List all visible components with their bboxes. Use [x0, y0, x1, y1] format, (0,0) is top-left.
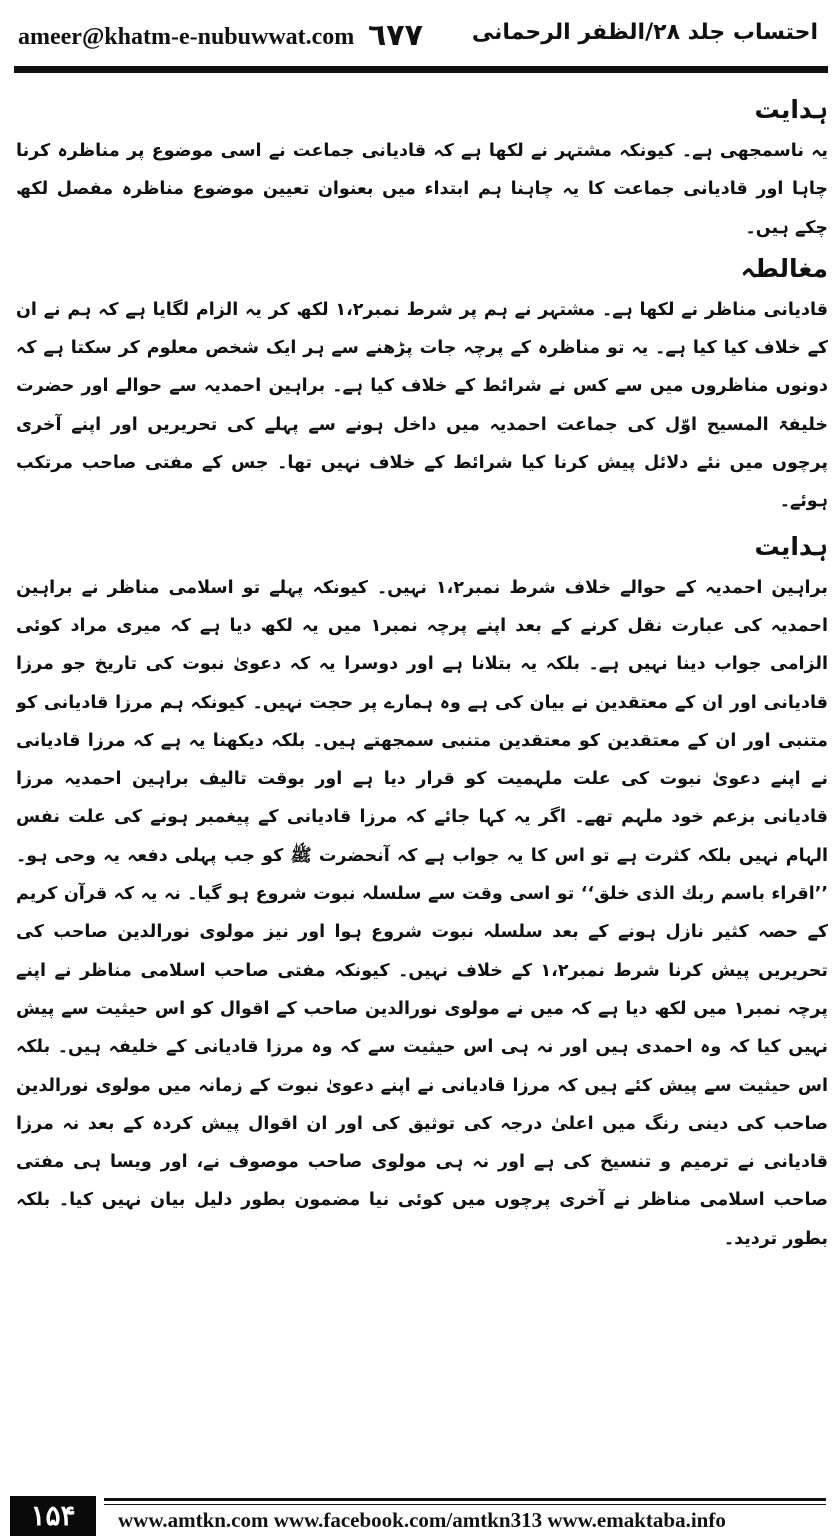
paragraph-3: براہین احمدیہ کے حوالے خلاف شرط نمبر۱،۲ نہیں۔ کیونکہ پہلے تو اسلامی مناظر نے براہین احمدیہ کی عبارت نقل کرنے کے بعد اپنے پرچہ نمبر۱ میں یہ لکھ دیا ہے کہ میری مراد کوئی الزامی جواب دینا نہیں ہے۔ بلکہ یہ بتلانا ہے اور دوسرا یہ کہ دعویٰ نبوت کی تاریخ جو مرزا قادیانی اور ان کے معتقدین نے بیان کی ہے وہ ہمارے پر حجت نہیں۔ کیونکہ ہم مرزا قادیانی کو متنبی اور ان کے معتقدین کو معتقدین متنبی سمجھتے ہیں۔ بلکہ دیکھنا یہ ہے کہ مرزا قادیانی نے اپنے دعویٰ نبوت کی علت ملہمیت کو قرار دیا ہے اور بوقت تالیف براہین احمدیہ مرزا قادیانی بزعم خود ملہم تھے۔ اگر یہ کہا جائے کہ مرزا قادیانی کے پیغمبر ہونے کی علت نفس الہام نہیں بلکہ کثرت ہے تو اس کا یہ جواب ہے کہ آنحضرت ﷺ کو جب پہلی دفعہ یہ وحی ہو۔ ’’اقراء باسم ربك الذی خلق‘‘ تو اسی وقت سے سلسلہ نبوت شروع ہو گیا۔ نہ یہ کہ قرآن کریم کے حصہ کثیر نازل ہونے کے بعد سلسلہ نبوت شروع ہوا اور نیز مولوی نورالدین صاحب کی تحریریں پیش کرنا شرط نمبر۱،۲ کے خلاف نہیں۔ کیونکہ مفتی صاحب اسلامی مناظر نے اپنے پرچہ نمبر۱ میں لکھ دیا ہے کہ میں نے مولوی نورالدین صاحب کے اقوال کو اس حیثیت سے پیش نہیں کیا کہ وہ احمدی ہیں اور نہ ہی اس حیثیت سے کہ وہ مرزا قادیانی کے خلیفہ ہیں۔ بلکہ اس حیثیت سے پیش کئے ہیں کہ مرزا قادیانی نے اپنے دعویٰ نبوت کے زمانہ میں مولوی نورالدین صاحب کی دینی رنگ میں اعلیٰ درجہ کی توثیق کی اور ان اقوال پیش کردہ کے بعد نہ مرزا قادیانی نے ترمیم و تنسیخ کی ہے اور نہ ہی مولوی صاحب موصوف نے، اور ویسا ہی مفتی صاحب اسلامی مناظر نے آخری پرچوں میں کوئی نیا مضمون بطور دلیل بیان نہیں کیا۔ بلکہ بطور تردید۔: [16, 577, 828, 1249]
header-folio-number: ٦٧٧: [368, 18, 423, 53]
paragraph-1: یہ ناسمجھی ہے۔ کیونکہ مشتہر نے لکھا ہے کہ قادیانی جماعت نے اسی موضوع پر مناظرہ کرنا چاہا اور قادیانی جماعت کا یہ چاہنا ہم ابتداء میں بعنوان تعیین موضوع مناظرہ مفصل لکھ چکے ہیں۔: [16, 141, 828, 238]
page-number-badge: ۱۵۴: [10, 1496, 96, 1536]
page-footer: [0, 1494, 840, 1540]
page-header: [0, 0, 840, 70]
section-heading-hidayat-2: ہدایت: [754, 531, 828, 561]
page-body: [16, 88, 828, 1484]
header-running-title: احتساب جلد ۲۸/الظفر الرحمانی: [471, 20, 818, 45]
section-heading-mughalata: مغالطہ: [740, 253, 828, 283]
footer-rule-thin: [104, 1504, 826, 1505]
section-heading-hidayat-1: ہدایت: [754, 95, 828, 124]
paragraph-2: قادیانی مناظر نے لکھا ہے۔ مشتہر نے ہم پر شرط نمبر۱،۲ لکھ کر یہ الزام لگایا ہے کہ ہم نے ان کے خلاف کیا کیا ہے۔ یہ تو مناظرہ کے پرچہ جات پڑھنے سے ہر ایک شخص معلوم کر سکتا ہے کہ دونوں مناظروں میں سے کس نے شرائط کے خلاف کیا ہے۔ براہین احمدیہ سے حوالے اور حضرت خلیفۃ المسیح اوّل کی جماعت احمدیہ میں داخل ہونے سے پہلے کی تحریریں اور اپنے آخری پرچوں میں نئے دلائل پیش کرنا کیا شرائط کے خلاف نہیں تھا۔ جس کے مفتی صاحب مرتکب ہوئے۔: [16, 299, 828, 512]
footer-links: www.amtkn.com www.facebook.com/amtkn313 www.emaktaba.info: [118, 1508, 726, 1532]
header-email: ameer@khatm-e-nubuwwat.com: [18, 24, 355, 50]
header-rule: [14, 66, 828, 73]
footer-rule: [104, 1498, 826, 1501]
